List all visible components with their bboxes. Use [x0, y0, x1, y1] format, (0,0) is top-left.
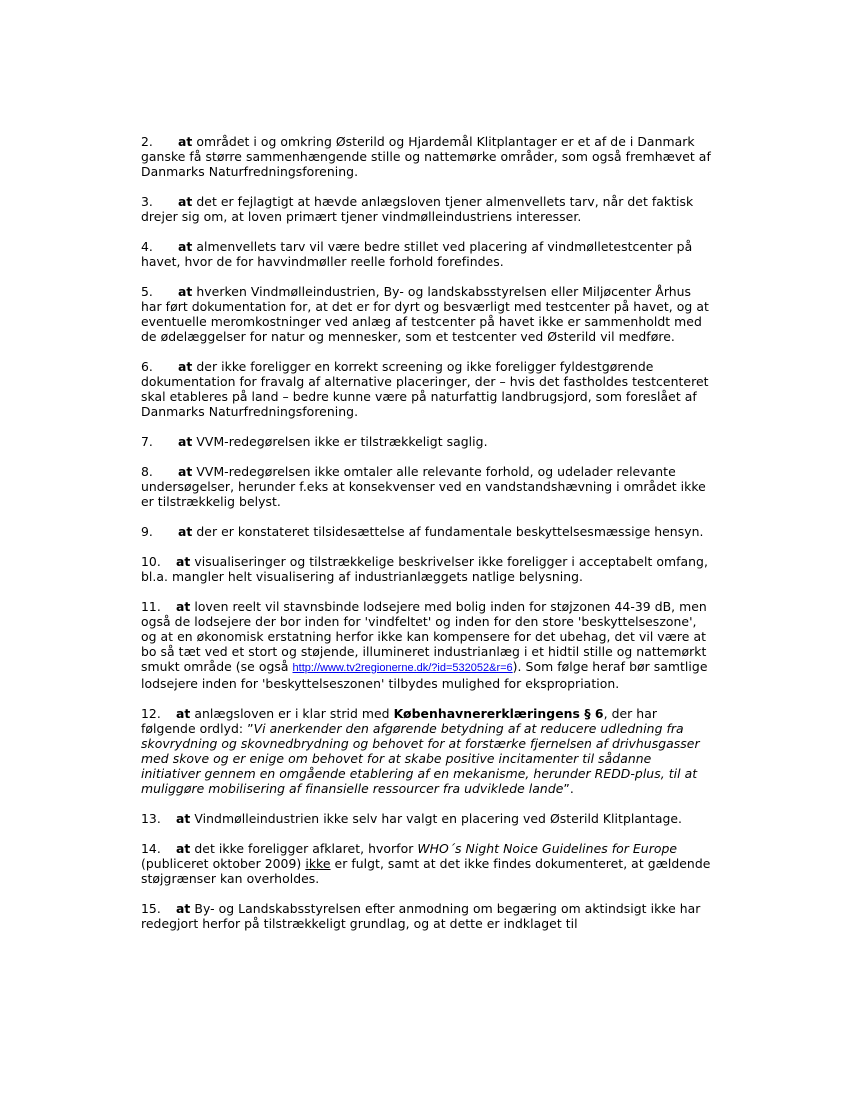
item-number: 6.: [141, 359, 153, 374]
declaration-reference: Københavnererklæringens § 6: [393, 706, 604, 721]
item-text: loven reelt vil stavnsbinde lodsejere med bolig inden for støjzonen 44-39 dB, men også de lodsejere der bor inden for 'vindfeltet' og inden for den store 'beskyttelseszone', og at en økonomisk erstatning herfor ikke kan kompensere for det ubehag, det vil være at bo så tæt ved et stort og støjende, illumineret industrianlæg i et hidtil stille og nattemørkt smukt område (se også: [141, 599, 707, 674]
item-number: 14.: [141, 841, 161, 856]
item-text: By- og Landskabsstyrelsen efter anmodning om begæring om aktindsigt ikke har redegjort herfor på tilstrækkeligt grundlag, og at dette er indklaget til: [141, 901, 701, 931]
item-text: er fulgt, samt at det ikke findes dokumenteret, at gældende støjgrænser kan overholdes.: [141, 856, 711, 886]
list-item: [141, 239, 711, 269]
item-number: 15.: [141, 901, 161, 916]
item-number: 12.: [141, 706, 161, 721]
list-item: [141, 811, 711, 826]
list-item: [141, 901, 711, 931]
list-item: [141, 464, 711, 509]
item-keyword: at: [178, 434, 193, 449]
item-number: 8.: [141, 464, 153, 479]
item-text: det ikke foreligger afklaret, hvorfor: [194, 841, 414, 856]
item-text: det er fejlagtigt at hævde anlægsloven tjener almenvellets tarv, når det faktisk drejer sig om, at loven primært tjener vindmølleindustriens interesser.: [141, 194, 694, 224]
item-text: , der har følgende ordlyd: ”: [141, 706, 657, 736]
list-item: [141, 194, 711, 224]
item-keyword: at: [178, 464, 193, 479]
item-number: 2.: [141, 134, 153, 149]
item-text: VVM-redegørelsen ikke omtaler alle relevante forhold, og udelader relevante undersøgelser, herunder f.eks at konsekvenser ved en vandstandshævning i området ikke er tilstrækkelig belyst.: [141, 464, 706, 509]
list-item: [141, 599, 711, 691]
list-item: [141, 554, 711, 584]
item-keyword: at: [178, 359, 193, 374]
item-keyword: at: [178, 284, 193, 299]
item-keyword: at: [176, 811, 191, 826]
item-number: 9.: [141, 524, 153, 539]
item-number: 4.: [141, 239, 153, 254]
item-text: området i og omkring Østerild og Hjardemål Klitplantager er et af de i Danmark ganske få større sammenhængende stille og nattemørke områder, som også fremhævet af Danmarks Naturfredningsforening.: [141, 134, 711, 179]
item-keyword: at: [178, 524, 193, 539]
who-guidelines-title: WHO´s Night Noice Guidelines for Europe: [417, 841, 678, 856]
item-text: ”.: [563, 781, 574, 796]
list-item: [141, 284, 711, 344]
item-text: almenvellets tarv vil være bedre stillet ved placering af vindmølletestcenter på havet, hvor de for havvindmøller reelle forhold forefindes.: [141, 239, 693, 269]
item-keyword: at: [176, 599, 191, 614]
item-text: anlægsloven er i klar strid med: [194, 706, 390, 721]
list-item: [141, 434, 711, 449]
item-text: hverken Vindmølleindustrien, By- og landskabsstyrelsen eller Miljøcenter Århus har ført dokumentation for, at det er for dyrt og besværligt med testcenter på havet, og at eventuelle meromkostninger ved anlæg af testcenter på havet ikke er sammenholdt med de ødelæggelser for natur og mennesker, som et testcenter ved Østerild vil medføre.: [141, 284, 709, 344]
tv2-link[interactable]: http://www.tv2regionerne.dk/?id=532052&r=6: [292, 662, 513, 674]
item-number: 11.: [141, 599, 161, 614]
item-keyword: at: [178, 194, 193, 209]
list-item: [141, 524, 711, 539]
item-text: der er konstateret tilsidesættelse af fundamentale beskyttelsesmæssige hensyn.: [196, 524, 704, 539]
list-item: [141, 706, 711, 796]
item-text: visualiseringer og tilstrækkelige beskrivelser ikke foreligger i acceptabelt omfang, bl.a. mangler helt visualisering af industrianlæggets natlige belysning.: [141, 554, 708, 584]
item-number: 13.: [141, 811, 161, 826]
item-keyword: at: [178, 239, 193, 254]
item-text: der ikke foreligger en korrekt screening og ikke foreligger fyldestgørende dokumentation for fravalg af alternative placeringer, der – hvis det fastholdes testcenteret skal etableres på land – bedre kunne være på naturfattig landbrugsjord, som foreslået af Danmarks Naturfredningsforening.: [141, 359, 709, 419]
list-item: [141, 134, 711, 179]
item-text: Vindmølleindustrien ikke selv har valgt en placering ved Østerild Klitplantage.: [194, 811, 683, 826]
item-text: VVM-redegørelsen ikke er tilstrækkeligt saglig.: [196, 434, 488, 449]
declaration-quote: Vi anerkender den afgørende betydning af at reducere udledning fra skovrydning og skovnedbrydning og behovet for at forstærke fjernelsen af drivhusgasser med skove og er enige om behovet for at skabe positive incitamenter til sådanne initiativer gennem en omgående etablering af en mekanisme, herunder REDD-plus, til at muliggøre mobilisering af finansielle ressourcer fra udviklede lande: [141, 721, 700, 796]
item-number: 10.: [141, 554, 161, 569]
item-keyword: at: [176, 554, 191, 569]
item-number: 3.: [141, 194, 153, 209]
item-number: 5.: [141, 284, 153, 299]
emphasis-underlined: ikke: [305, 856, 331, 871]
list-item: [141, 359, 711, 419]
document-body: [141, 134, 711, 946]
item-number: 7.: [141, 434, 153, 449]
item-text: ). Som følge heraf bør samtlige lodsejere inden for 'beskyttelseszonen' tilbydes mulighed for ekspropriation.: [141, 659, 708, 691]
item-text: (publiceret oktober 2009): [141, 856, 302, 871]
list-item: [141, 841, 711, 886]
item-keyword: at: [176, 841, 191, 856]
item-keyword: at: [176, 901, 191, 916]
item-keyword: at: [178, 134, 193, 149]
item-keyword: at: [176, 706, 191, 721]
